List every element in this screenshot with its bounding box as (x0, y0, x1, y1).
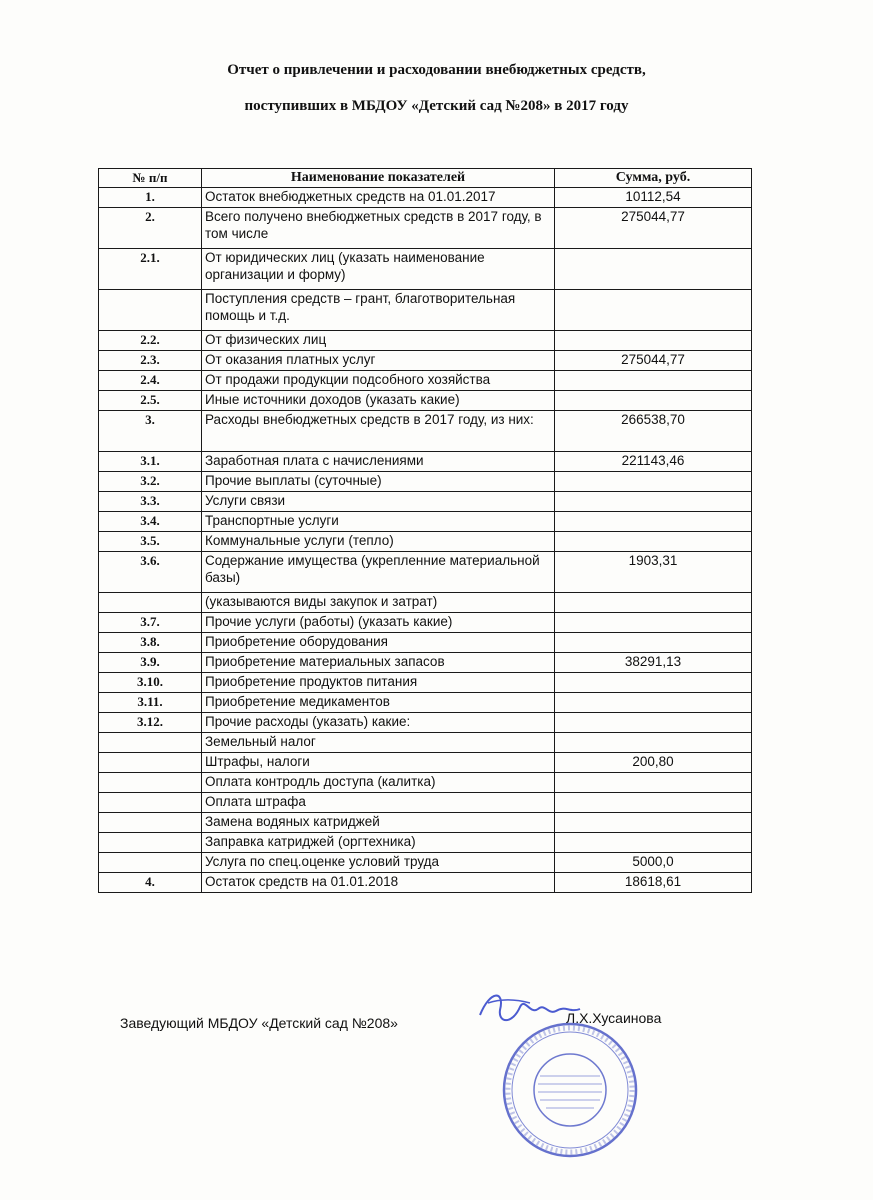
row-indicator-name: Замена водяных катриджей (202, 813, 555, 833)
table-row (99, 552, 752, 593)
row-indicator-name: Заработная плата с начислениями (202, 452, 555, 472)
row-indicator-name: Остаток средств на 01.01.2018 (202, 873, 555, 893)
row-number: 2.1. (99, 249, 202, 290)
row-number: 2.2. (99, 331, 202, 351)
table-row (99, 753, 752, 773)
row-indicator-name: Прочие выплаты (суточные) (202, 472, 555, 492)
row-sum (555, 532, 752, 552)
row-indicator-name: Услуги связи (202, 492, 555, 512)
row-number: 1. (99, 188, 202, 208)
row-sum: 200,80 (555, 753, 752, 773)
row-number: 3.12. (99, 713, 202, 733)
row-indicator-name: Заправка катриджей (оргтехника) (202, 833, 555, 853)
header-indicator-name: Наименование показателей (202, 169, 555, 188)
report-table (98, 168, 752, 893)
row-number: 3.10. (99, 673, 202, 693)
row-indicator-name: Оплата штрафа (202, 793, 555, 813)
table-row (99, 713, 752, 733)
row-sum (555, 290, 752, 331)
row-number: 3.5. (99, 532, 202, 552)
table-row (99, 290, 752, 331)
table-row (99, 351, 752, 371)
row-indicator-name: Транспортные услуги (202, 512, 555, 532)
row-number: 3.9. (99, 653, 202, 673)
report-title-line-2: поступивших в МБДОУ «Детский сад №208» в 2017 году (244, 98, 629, 114)
row-sum (555, 512, 752, 532)
row-sum (555, 472, 752, 492)
table-row (99, 613, 752, 633)
row-indicator-name: Оплата контродль доступа (калитка) (202, 773, 555, 793)
row-number: 2.3. (99, 351, 202, 371)
row-indicator-name: Земельный налог (202, 733, 555, 753)
table-row (99, 249, 752, 290)
row-number (99, 753, 202, 773)
row-number: 4. (99, 873, 202, 893)
table-row (99, 873, 752, 893)
table-row (99, 492, 752, 512)
row-indicator-name: Приобретение медикаментов (202, 693, 555, 713)
row-indicator-name: От юридических лиц (указать наименование организации и форму) (202, 249, 555, 290)
row-sum (555, 593, 752, 613)
row-sum (555, 813, 752, 833)
row-indicator-name: От оказания платных услуг (202, 351, 555, 371)
row-indicator-name: Приобретение оборудования (202, 633, 555, 653)
row-sum (555, 391, 752, 411)
table-row (99, 371, 752, 391)
row-sum (555, 773, 752, 793)
row-sum: 38291,13 (555, 653, 752, 673)
row-number: 3.1. (99, 452, 202, 472)
row-sum (555, 673, 752, 693)
row-indicator-name: Содержание имущества (укрепленние материальной базы) (202, 552, 555, 593)
row-number: 2. (99, 208, 202, 249)
row-indicator-name: От физических лиц (202, 331, 555, 351)
row-sum (555, 371, 752, 391)
row-number (99, 813, 202, 833)
table-row (99, 693, 752, 713)
report-title-line-1: Отчет о привлечении и расходовании внебюджетных средств, (227, 62, 646, 78)
row-sum (555, 793, 752, 813)
table-header-row (99, 169, 752, 188)
row-indicator-name: Коммунальные услуги (тепло) (202, 532, 555, 552)
table-row (99, 472, 752, 492)
row-indicator-name: От продажи продукции подсобного хозяйства (202, 371, 555, 391)
table-row (99, 593, 752, 613)
table-row (99, 733, 752, 753)
table-row (99, 331, 752, 351)
director-position: Заведующий МБДОУ «Детский сад №208» (120, 1015, 398, 1031)
row-sum (555, 331, 752, 351)
row-number (99, 793, 202, 813)
row-number: 3.6. (99, 552, 202, 593)
row-number (99, 733, 202, 753)
row-sum (555, 249, 752, 290)
row-sum: 10112,54 (555, 188, 752, 208)
row-indicator-name: Всего получено внебюджетных средств в 2017 году, в том числе (202, 208, 555, 249)
row-indicator-name: Штрафы, налоги (202, 753, 555, 773)
row-number (99, 593, 202, 613)
row-sum (555, 713, 752, 733)
row-sum (555, 633, 752, 653)
organization-stamp (500, 1020, 640, 1160)
table-row (99, 813, 752, 833)
row-number: 3. (99, 411, 202, 452)
table-row (99, 793, 752, 813)
row-indicator-name: Приобретение продуктов питания (202, 673, 555, 693)
row-number (99, 773, 202, 793)
row-indicator-name: Поступления средств – грант, благотворительная помощь и т.д. (202, 290, 555, 331)
row-indicator-name: Приобретение материальных запасов (202, 653, 555, 673)
row-sum (555, 833, 752, 853)
table-row (99, 633, 752, 653)
row-number: 2.4. (99, 371, 202, 391)
table-row (99, 188, 752, 208)
row-number (99, 833, 202, 853)
row-indicator-name: (указываются виды закупок и затрат) (202, 593, 555, 613)
table-row (99, 653, 752, 673)
table-row (99, 208, 752, 249)
row-indicator-name: Иные источники доходов (указать какие) (202, 391, 555, 411)
row-sum: 221143,46 (555, 452, 752, 472)
table-row (99, 773, 752, 793)
row-number (99, 853, 202, 873)
row-number: 3.2. (99, 472, 202, 492)
header-sum: Сумма, руб. (555, 169, 752, 188)
row-indicator-name: Расходы внебюджетных средств в 2017 году, из них: (202, 411, 555, 452)
row-indicator-name: Остаток внебюджетных средств на 01.01.2017 (202, 188, 555, 208)
table-row (99, 853, 752, 873)
row-number (99, 290, 202, 331)
row-sum: 275044,77 (555, 208, 752, 249)
table-row (99, 833, 752, 853)
header-number: № п/п (99, 169, 202, 188)
row-sum (555, 733, 752, 753)
row-number: 3.11. (99, 693, 202, 713)
row-indicator-name: Прочие расходы (указать) какие: (202, 713, 555, 733)
table-row (99, 512, 752, 532)
row-sum (555, 693, 752, 713)
row-sum: 275044,77 (555, 351, 752, 371)
row-number: 3.3. (99, 492, 202, 512)
row-number: 3.4. (99, 512, 202, 532)
row-sum (555, 613, 752, 633)
row-sum: 5000,0 (555, 853, 752, 873)
table-row (99, 532, 752, 552)
row-indicator-name: Услуга по спец.оценке условий труда (202, 853, 555, 873)
row-number: 2.5. (99, 391, 202, 411)
row-sum: 1903,31 (555, 552, 752, 593)
row-number: 3.7. (99, 613, 202, 633)
table-row (99, 411, 752, 452)
signer-name: Л.Х.Хусаинова (566, 1010, 662, 1026)
row-indicator-name: Прочие услуги (работы) (указать какие) (202, 613, 555, 633)
table-row (99, 673, 752, 693)
row-number: 3.8. (99, 633, 202, 653)
row-sum: 18618,61 (555, 873, 752, 893)
row-sum (555, 492, 752, 512)
row-sum: 266538,70 (555, 411, 752, 452)
table-row (99, 391, 752, 411)
table-row (99, 452, 752, 472)
